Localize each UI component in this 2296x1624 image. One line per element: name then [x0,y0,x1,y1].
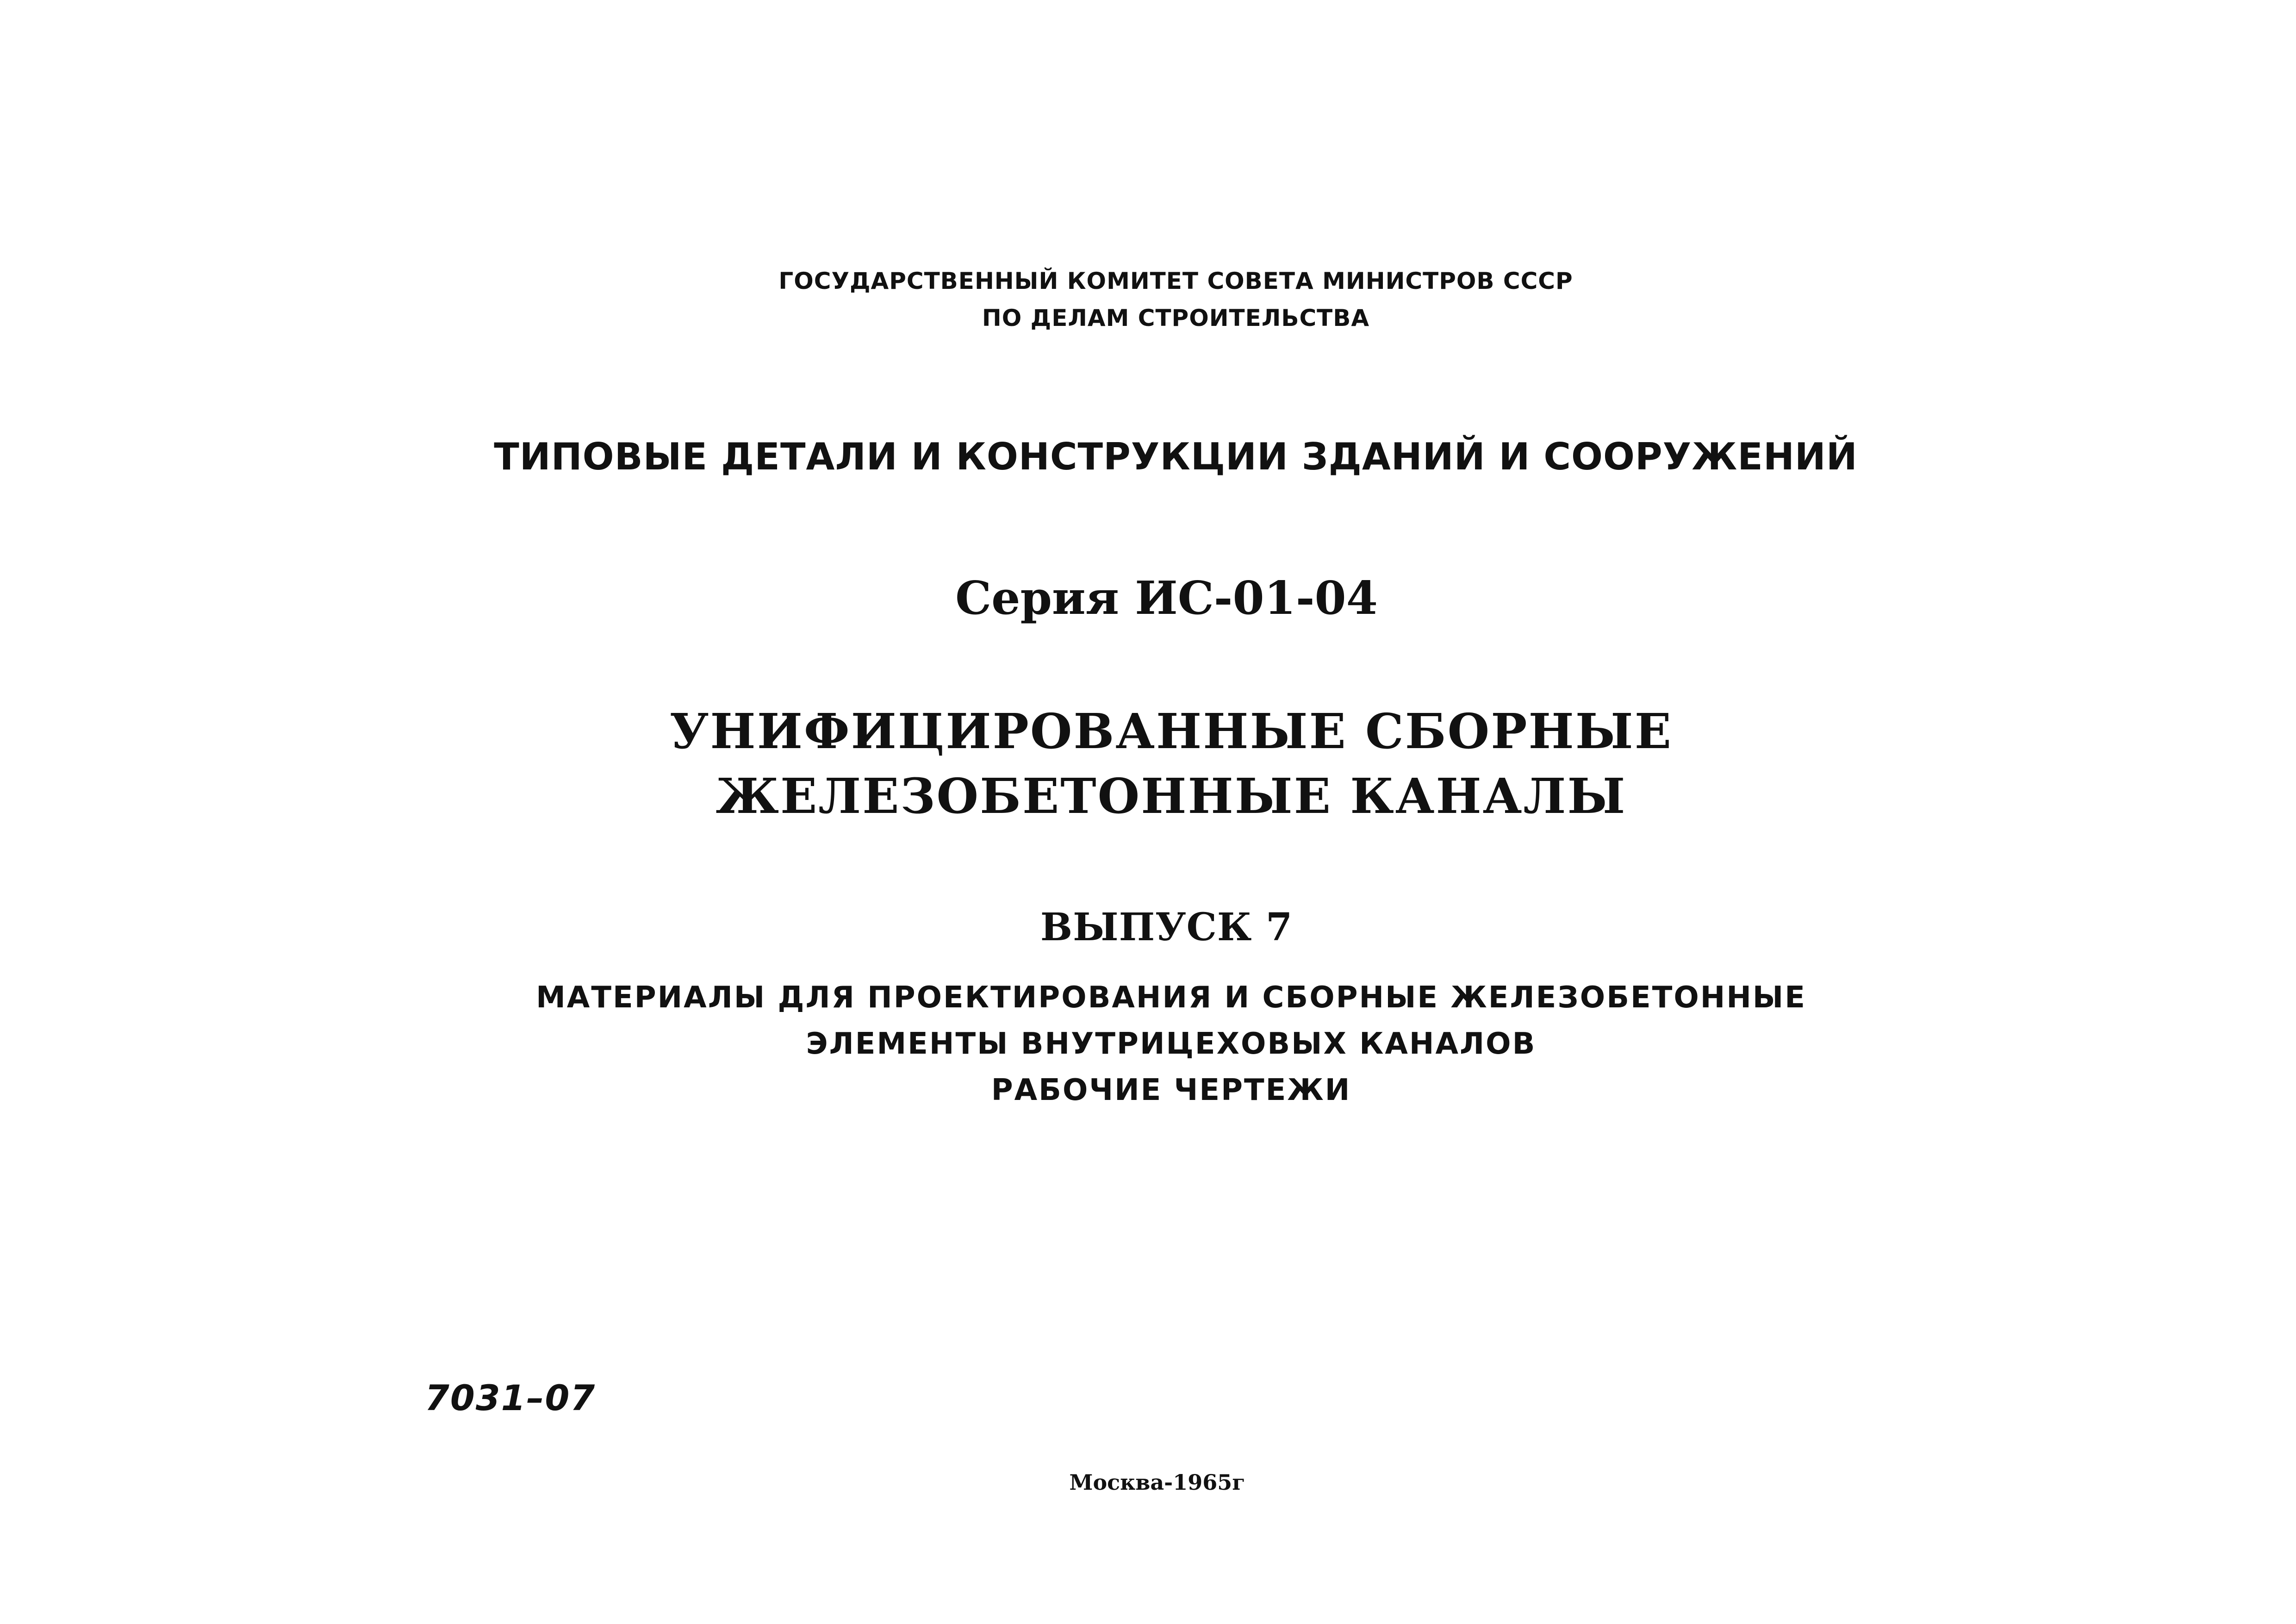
organization-line-2: ПО ДЕЛАМ СТРОИТЕЛЬСТВА [982,305,1370,331]
description-line-2: ЭЛЕМЕНТЫ ВНУТРИЦЕХОВЫХ КАНАЛОВ [806,1027,1537,1061]
series-number: Серия ИС-01-04 [955,572,1378,625]
document-title-line-2: ЖЕЛЕЗОБЕТОННЫЕ КАНАЛЫ [716,768,1627,824]
document-title-line-1: УНИФИЦИРОВАННЫЕ СБОРНЫЕ [670,703,1673,760]
description-line-1: МАТЕРИАЛЫ ДЛЯ ПРОЕКТИРОВАНИЯ И СБОРНЫЕ ЖЕЛЕЗОБЕТОННЫЕ [536,981,1806,1015]
description-line-3: РАБОЧИЕ ЧЕРТЕЖИ [991,1073,1351,1107]
collection-title: ТИПОВЫЕ ДЕТАЛИ И КОНСТРУКЦИИ ЗДАНИЙ И СООРУЖЕНИЙ [494,435,1858,478]
organization-line-1: ГОСУДАРСТВЕННЫЙ КОМИТЕТ СОВЕТА МИНИСТРОВ СССР [778,268,1573,294]
place-and-year: Москва-1965г [1069,1470,1245,1495]
document-code: 7031–07 [425,1377,596,1418]
issue-number: ВЫПУСК 7 [1040,905,1293,949]
